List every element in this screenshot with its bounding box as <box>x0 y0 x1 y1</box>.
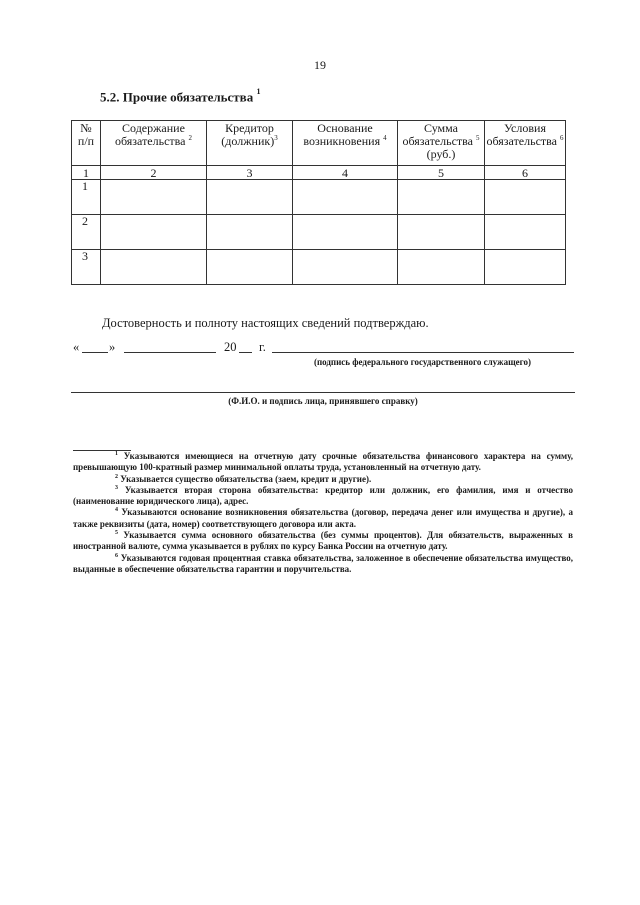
table-row <box>72 250 566 285</box>
year-suffix: г. <box>259 340 266 354</box>
footnote-1: $^1$ Указываются имеющиеся на отчетную дату срочные обязательства финансового характера на сумму, превышающую 100-кратный размер минимальной оплаты труда, установленный на отчетную дату. <box>73 451 573 473</box>
footnotes <box>73 451 573 575</box>
table-header-row <box>72 121 566 166</box>
cell-amount[interactable] <box>398 180 485 215</box>
day-field[interactable] <box>82 340 108 353</box>
header-content: Содержание обязательства $^2$ <box>101 121 207 166</box>
cell-content[interactable] <box>101 180 207 215</box>
column-number: 3 <box>207 166 293 180</box>
cell-amount[interactable] <box>398 215 485 250</box>
footnote-3: $^3$ Указывается вторая сторона обязательства: кредитор или должник, его фамилия, имя и отчество (наименование юридического лица), адрес. <box>73 484 573 507</box>
open-quote: « <box>73 340 80 354</box>
table-row <box>72 180 566 215</box>
header-basis: Основание возникновения $^4$ <box>293 121 398 166</box>
footnote-6: $^6$ Указываются годовая процентная ставка обязательства, заложенное в обеспечение обязательства имущество, выданные в обеспечение обязательства гарантии и поручительства. <box>73 552 574 574</box>
cell-content[interactable] <box>101 250 207 285</box>
row-number: 3 <box>72 250 101 285</box>
cell-amount[interactable] <box>398 250 485 285</box>
column-number: 4 <box>293 166 398 180</box>
column-number: 5 <box>398 166 485 180</box>
row-number: 2 <box>72 215 101 250</box>
row-number: 1 <box>72 180 101 215</box>
obligations-table <box>71 120 566 285</box>
year-prefix: 20 <box>224 340 237 354</box>
cell-conditions[interactable] <box>485 215 566 250</box>
cell-basis[interactable] <box>293 180 398 215</box>
cell-conditions[interactable] <box>485 250 566 285</box>
month-field[interactable] <box>124 340 216 353</box>
footnote-4: $^4$ Указываются основание возникновения обязательства (договор, передача денег или имущества и другие), а также реквизиты (дата, номер) соответствующего договора или акта. <box>73 507 573 529</box>
header-creditor: Кредитор (должник)$^3$ <box>207 121 293 166</box>
page-number: 19 <box>314 58 326 72</box>
cell-creditor[interactable] <box>207 180 293 215</box>
signature-caption: (подпись федерального государственного служащего) <box>313 357 532 367</box>
section-title-text: 5.2. Прочие обязательства <box>100 89 254 105</box>
cell-basis[interactable] <box>293 250 398 285</box>
column-number: 1 <box>72 166 101 180</box>
header-amount: Сумма обязательства $^5$ (руб.) <box>398 121 485 166</box>
header-conditions: Условия обязательства $^6$ <box>485 121 566 166</box>
footnote-ref: 1 <box>256 87 261 96</box>
column-number: 6 <box>485 166 566 180</box>
cell-basis[interactable] <box>293 215 398 250</box>
receiver-signature-field[interactable] <box>71 392 575 393</box>
table-row <box>72 215 566 250</box>
header-no: № п/п <box>72 121 101 166</box>
column-number: 2 <box>101 166 207 180</box>
signature-field[interactable] <box>272 340 574 353</box>
footnote-5: $^5$ Указывается сумма основного обязательства (без суммы процентов). Для обязательств, выраженных в иностранной валюте, сумма указывается в рублях по курсу Банка России на отчетную дату. <box>73 530 573 552</box>
footnote-2: $^2$ Указывается существо обязательства (заем, кредит и другие). <box>115 473 372 484</box>
cell-creditor[interactable] <box>207 250 293 285</box>
section-title <box>100 89 260 105</box>
cell-conditions[interactable] <box>485 180 566 215</box>
certification-statement: Достоверность и полноту настоящих сведений подтверждаю. <box>102 316 429 330</box>
year-field[interactable] <box>239 340 252 353</box>
cell-creditor[interactable] <box>207 215 293 250</box>
close-quote: » <box>109 340 116 354</box>
column-number-row <box>72 166 566 180</box>
cell-content[interactable] <box>101 215 207 250</box>
receiver-caption: (Ф.И.О. и подпись лица, принявшего справку) <box>228 396 418 406</box>
